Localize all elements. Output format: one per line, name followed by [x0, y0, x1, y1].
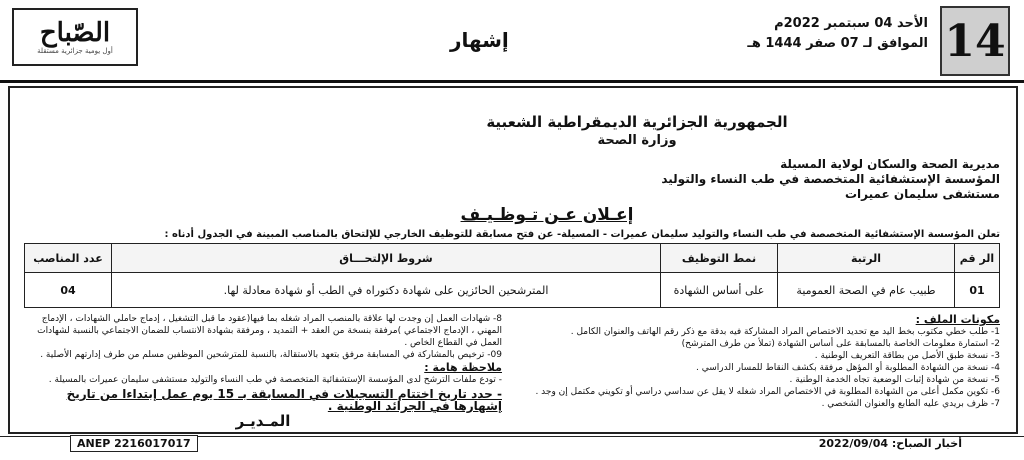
table-row — [25, 273, 1000, 308]
org-line-institution: المؤسسة الإستشفائية المتخصصة في طب النساء والتوليد — [661, 172, 1000, 186]
col-header-rank: الرتبة — [778, 244, 955, 273]
col-header-number: الر قم — [955, 244, 1000, 273]
col-header-conditions: شروط الإلتحـــاق — [112, 244, 661, 273]
newspaper-logo — [12, 8, 138, 66]
additional-details — [24, 313, 512, 430]
org-line-hospital: مستشفى سليمان عميرات — [844, 187, 1000, 201]
intro-text: تعلن المؤسسة الإستشفائية المتخصصة في طب النساء والتوليد سليمان عميرات - المسيلة- عن فتح مسابقة للتوظيف الخارجي للإلتحاق بالمناصب المبينة في الجدول أدناه : — [164, 229, 1000, 240]
announcement-title: إعـلان عـن تـوظـيـف — [460, 205, 634, 225]
hijri-date: الموافق لـ 07 صفر 1444 هـ — [747, 36, 928, 51]
cell-conditions: المترشحين الحائزين على شهادة دكتوراه في الطب أو شهادة معادلة لها. — [112, 273, 661, 308]
cell-count: 04 — [25, 273, 112, 308]
republic-title: الجمهورية الجزائرية الديمقراطية الشعبية — [486, 113, 788, 131]
page-footer — [0, 436, 1024, 457]
note-item: - تودع ملفات الترشح لدى المؤسسة الإستشفائية المتخصصة في طب النساء والتوليد مستشفى سليمان عميرات بالمسيلة . — [48, 375, 502, 385]
list-item: 6- تكوين مكمل أعلى من الشهادة المطلوبة في الاختصاص المراد شغله لا يقل عن سداسي دراسي أو تكويني مكتمل إن وجد . — [535, 387, 1000, 397]
file-components — [512, 313, 1000, 430]
table-header-row — [25, 244, 1000, 273]
page-number: 14 — [940, 6, 1010, 76]
logo-subtitle: أول يومية جزائرية مستقلة — [37, 47, 113, 55]
positions-table — [24, 243, 1000, 308]
list-item: 3- نسخة طبق الأصل من بطاقة التعريف الوطنية . — [814, 351, 1000, 361]
col-header-count: عدد المناصب — [25, 244, 112, 273]
section-title: إشهار — [450, 28, 509, 52]
cell-mode: على أساس الشهادة — [661, 273, 778, 308]
footer-source: أخبار الصباح: 2022/09/04 — [818, 437, 962, 450]
list-item: 09- ترخيص بالمشاركة في المسابقة مرفق بتعهد بالاستقالة، بالنسبة للمترشحين الموظفين مسلم من طرف إدارتهم الأصلية . — [40, 350, 502, 360]
cell-rank: طبيب عام في الصحة العمومية — [778, 273, 955, 308]
list-item: 7- ظرف بريدي عليه الطابع والعنوان الشخصي . — [821, 399, 1000, 409]
page-header — [0, 0, 1024, 83]
ad-content — [24, 92, 1000, 430]
org-line-directorate: مديرية الصحة والسكان لولاية المسيلة — [780, 157, 1000, 171]
file-components-title: مكونات الملف : — [915, 313, 1000, 326]
col-header-mode: نمط التوظيف — [661, 244, 778, 273]
anep-reference: ANEP 2216017017 — [70, 435, 198, 452]
list-item: 4- نسخة من الشهادة المطلوبة أو المؤهل مرفقة بكشف النقاط للمسار الدراسي . — [696, 363, 1000, 373]
cell-number: 01 — [955, 273, 1000, 308]
ministry-title: وزارة الصحة — [597, 133, 677, 148]
manager-signature: المـديـر — [235, 412, 291, 430]
details-columns — [24, 313, 1000, 430]
note-item: - حدد تاريخ اختتام التسجيلات في المسابقة بـ 15 يوم عمل إبتداءا من تاريخ إشهارها في الجرائد الوطنية . — [66, 387, 502, 413]
list-item: 5- نسخة من شهادة إثبات الوضعية تجاه الخدمة الوطنية . — [789, 375, 1000, 385]
list-item: 8- شهادات العمل إن وجدت لها علاقة بالمنصب المراد شغله بما فيها(عقود ما قبل التشغيل ، إدماج حاملي الشهادات ، الإدماج المهني ، الإدماج الاجتماعي )مرفقة بنسخة من العقد + التمديد ، ومرفقة بشهادة الانتساب للضمان الاجتماعي بالنسبة لشهادات العمل في القطاع الخاص . — [37, 314, 502, 348]
gregorian-date: الأحد 04 سبتمبر 2022م — [774, 16, 928, 31]
note-title: ملاحظة هامة : — [424, 361, 502, 374]
date-block — [728, 14, 928, 54]
list-item: 2- استمارة معلومات الخاصة بالمسابقة على أساس الشهادة (تملأ من طرف المترشح) — [681, 339, 1000, 349]
logo-text: الصّباح — [39, 18, 111, 48]
list-item: 1- طلب خطي مكتوب بخط اليد مع تحديد الاختصاص المراد المشاركة فيه بدقة مع ذكر رقم الهاتف والعنوان الكامل . — [570, 327, 1000, 337]
